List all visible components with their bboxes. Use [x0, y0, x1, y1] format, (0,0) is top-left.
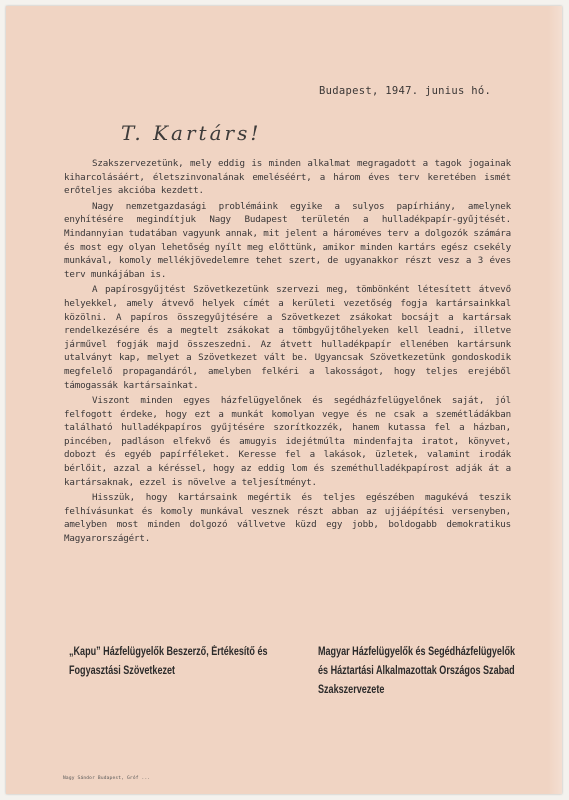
- signature-left: „Kapu” Házfelügyelők Beszerző, Értékesítő és Fogyasztási Szövetkezet: [69, 645, 268, 677]
- paragraph: Viszont minden egyes házfelügyelőnek és segédházfelügyelőnek saját, jól felfogott érdeke, hogy ezt a munkát komolyan vegye és ne csak a szemétládákban található hulladékpapíros gyűjtésére szorítkozzék, hanem kutassa fel a házban, pincében, padláson elfekvő és amugyis idejétmúlta mindenfajta iratot, könyvet, dobozt és egyéb papírféleket. Keresse fel a lakások, üzletek, valamint irodák bérlőit, azzal a kéréssel, hogy az eddig lom és szeméthulladékpapírost adják át a kartársaknak, ezzel is növelve a teljesítményt.: [64, 395, 511, 488]
- paragraph: Hisszük, hogy kartársaink megértik és teljes egészében magukévá teszik felhívásunkat és komoly munkával vesznek részt abban az ujjáépítési versenyben, amelyben most minden dolgozó vállvetve küzd egy jobb, boldogabb demokratikus Magyarországért.: [64, 492, 511, 545]
- printer-line: Nagy Sándor Budapest, Gróf ...: [63, 776, 151, 781]
- letter-body: [64, 157, 511, 548]
- dateline: Budapest, 1947. junius hó.: [319, 85, 492, 97]
- paragraph: Nagy nemzetgazdasági problémáink egyike a sulyos papírhiány, amelynek enyhítésére megindítjuk Nagy Budapest területén a hulladékpapír-gyűjtését. Mindannyian tudatában vagyunk annak, mit jelent a hároméves terv a dolgozók számára és most egy olyan lehetőség nyílt meg előttünk, amikor minden kartárs egész csekély munkával, komoly mellékjövedelemre tehet szert, de ugyanakkor részt vesz a 3 éves terv munkájában is.: [64, 200, 511, 280]
- greeting: T. Kartárs!: [121, 121, 262, 145]
- signature-right: Magyar Házfelügyelők és Segédházfelügyelők és Háztartási Alkalmazottak Országos Szabad Szakszervezete: [318, 645, 516, 696]
- paragraph: A papírosgyűjtést Szövetkezetünk szervezi meg, tömbönként létesített átvevő helyekkel, amely átvevő helyek címét a kerületi vezetőség fogja kartársainkkal közölni. A papíros összegyűjtésére a Szövetkezet zsákokat bocsájt a kartársak rendelkezésére és a megtelt zsákokat a tömbgyűjtőhelyeken kell leadni, illetve járművel fogják majd összeszedni. Az átvett hulladékpapír ellenében kartársunk utalványt kap, melyet a Szövetkezet vált be. Ugyancsak Szövetkezetünk gondoskodik megfelelő propagandáról, amelyben felkéri a lakosságot, hogy teljes erejéből támogassák kartársainkat.: [64, 284, 511, 391]
- letter-sheet: [6, 6, 562, 794]
- paragraph: Szakszervezetünk, mely eddig is minden alkalmat megragadott a tagok jogainak kiharcolásáért, életszinvonalának emeléséért, a három éves terv keretében ismét erőteljes akcióba kezdett.: [64, 158, 511, 197]
